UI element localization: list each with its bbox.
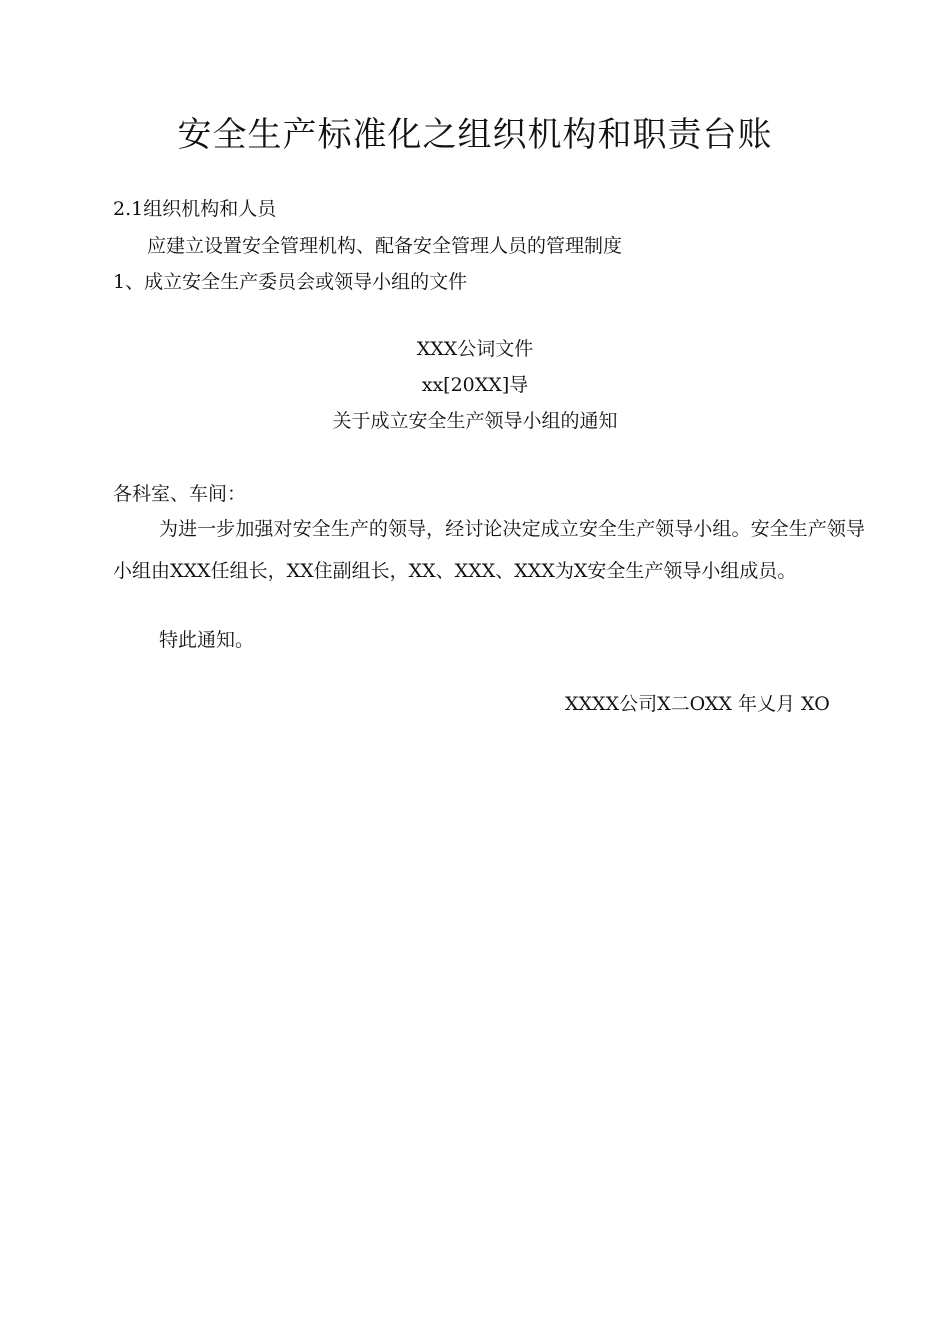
notice-signature: XXXX公司X二OXX 年乂月 XO (565, 693, 830, 715)
notice-body: 为进一步加强对安全生产的领导，经讨论决定成立安全生产领导小组。安全生产领导小组由XXX任组长，XX住副组长，XX、XXX、XXX为X安全生产领导小组成员。 (113, 518, 865, 582)
section-heading: 2.1组织机构和人员 (113, 198, 277, 220)
notice-closing: 特此通知。 (159, 629, 255, 651)
notice-header-line2: xx[20XX]导 (421, 374, 529, 396)
section-requirement: 应建立设置安全管理机构、配备安全管理人员的管理制度 (147, 235, 623, 257)
notice-subject: 关于成立安全生产领导小组的通知 (332, 410, 618, 432)
notice-header-line1: XXX公词文件 (416, 338, 534, 360)
document-title: 安全生产标准化之组织机构和职责台账 (177, 115, 773, 155)
notice-salutation: 各科室、车间： (113, 483, 247, 505)
section-item-1: 1、成立安全生产委员会或领导小组的文件 (113, 271, 468, 293)
